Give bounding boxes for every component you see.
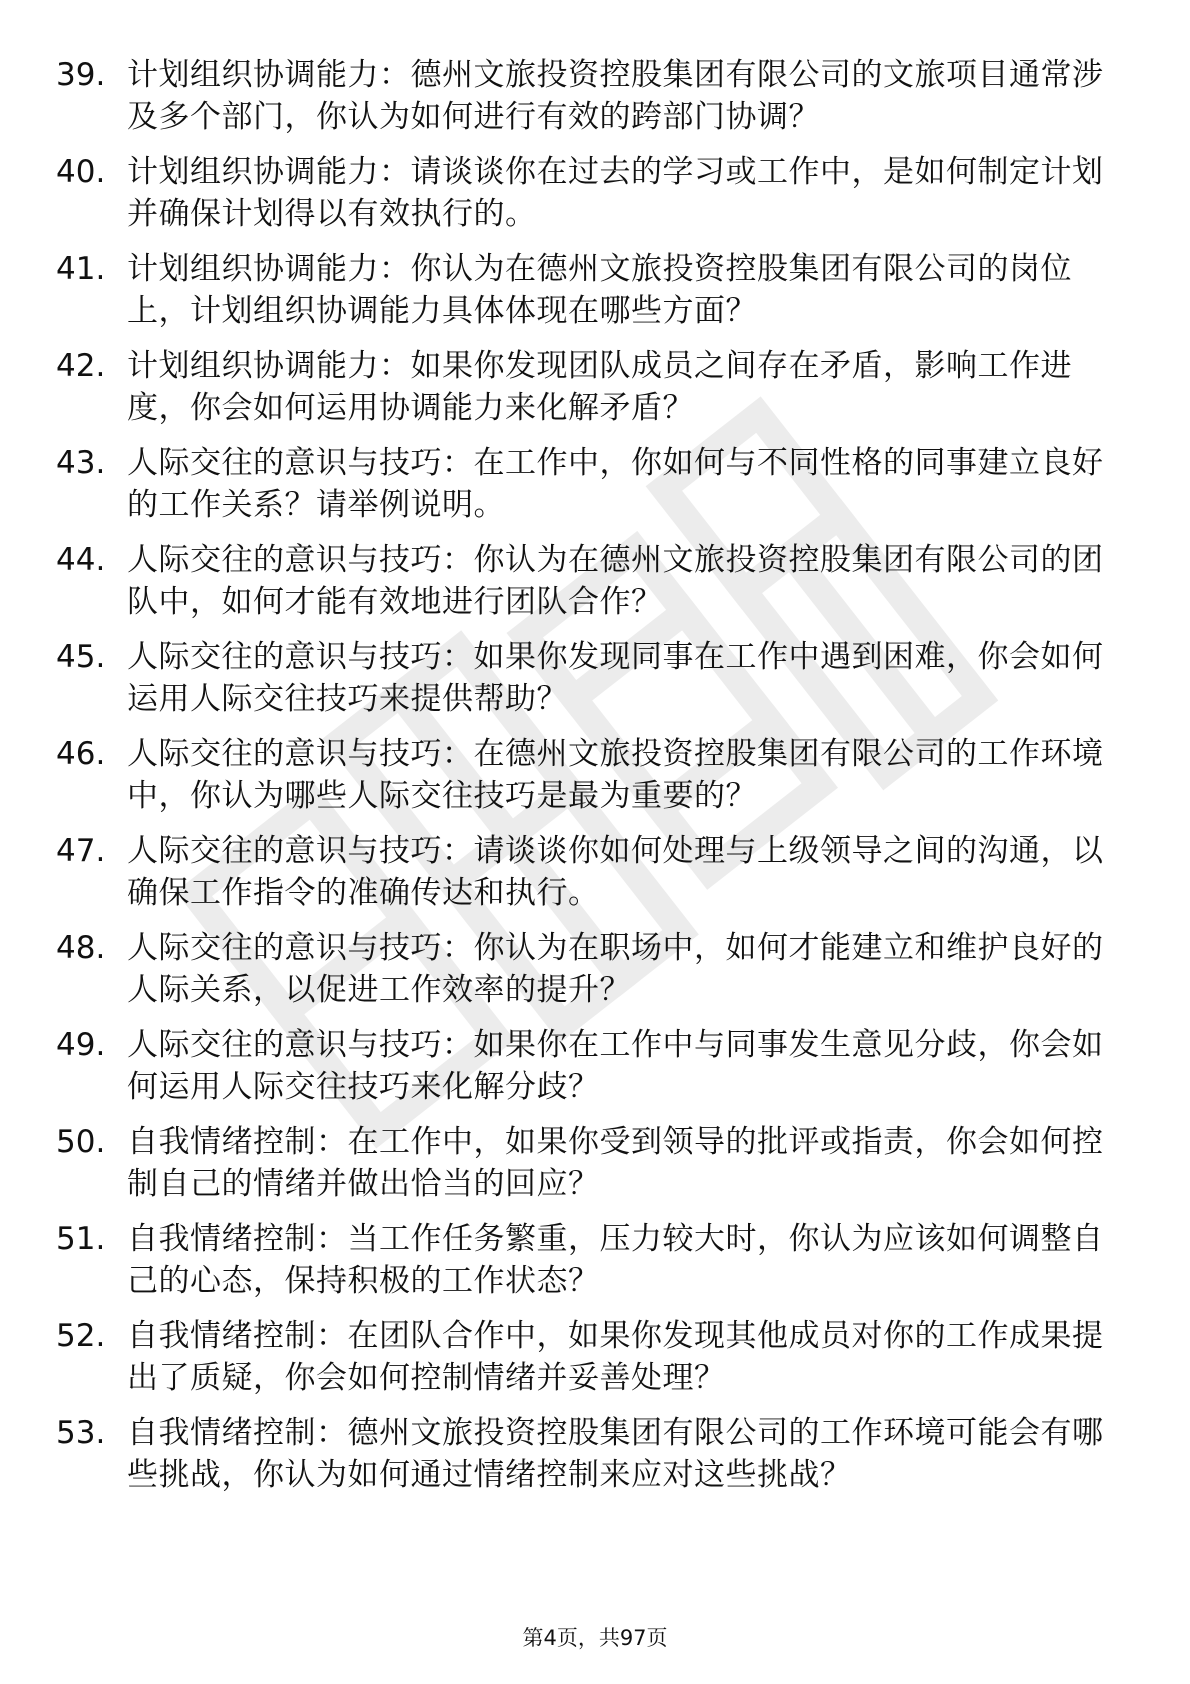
question-text: 人际交往的意识与技巧：在德州文旅投资控股集团有限公司的工作环境中，你认为哪些人际交往技巧是最为重要的？ [127,736,1104,814]
question-item-41 [0,242,1190,339]
question-item-42 [0,339,1190,436]
question-number: 45. [56,639,106,675]
question-number: 52. [56,1318,106,1354]
question-text: 计划组织协调能力：你认为在德州文旅投资控股集团有限公司的岗位上，计划组织协调能力具体体现在哪些方面？ [127,251,1072,329]
question-number: 48. [56,930,106,966]
question-number: 42. [56,348,106,384]
question-item-45 [0,630,1190,727]
question-text: 人际交往的意识与技巧：在工作中，你如何与不同性格的同事建立良好的工作关系？请举例说明。 [127,445,1104,523]
question-text: 计划组织协调能力：德州文旅投资控股集团有限公司的文旅项目通常涉及多个部门，你认为如何进行有效的跨部门协调？ [127,57,1104,135]
question-item-40 [0,145,1190,242]
question-number: 39. [56,57,106,93]
question-item-39 [0,48,1190,145]
question-text: 自我情绪控制：在工作中，如果你受到领导的批评或指责，你会如何控制自己的情绪并做出恰当的回应？ [127,1124,1104,1202]
question-text: 自我情绪控制：当工作任务繁重，压力较大时，你认为应该如何调整自己的心态，保持积极的工作状态？ [127,1221,1104,1299]
question-item-49 [0,1018,1190,1115]
question-item-53 [0,1406,1190,1503]
question-text: 人际交往的意识与技巧：你认为在职场中，如何才能建立和维护良好的人际关系，以促进工作效率的提升？ [127,930,1104,1008]
question-text: 人际交往的意识与技巧：如果你在工作中与同事发生意见分歧，你会如何运用人际交往技巧来化解分歧？ [127,1027,1104,1105]
question-number: 50. [56,1124,106,1160]
page-footer [0,1624,1190,1652]
question-text: 自我情绪控制：在团队合作中，如果你发现其他成员对你的工作成果提出了质疑，你会如何控制情绪并妥善处理？ [127,1318,1104,1396]
question-item-47 [0,824,1190,921]
question-item-43 [0,436,1190,533]
question-text: 计划组织协调能力：请谈谈你在过去的学习或工作中，是如何制定计划并确保计划得以有效执行的。 [127,154,1104,232]
question-number: 49. [56,1027,106,1063]
question-text: 人际交往的意识与技巧：请谈谈你如何处理与上级领导之间的沟通，以确保工作指令的准确传达和执行。 [127,833,1104,911]
question-list [0,48,1190,1503]
question-item-44 [0,533,1190,630]
question-item-52 [0,1309,1190,1406]
question-number: 43. [56,445,106,481]
question-number: 44. [56,542,106,578]
question-number: 46. [56,736,106,772]
question-item-50 [0,1115,1190,1212]
question-item-46 [0,727,1190,824]
question-number: 51. [56,1221,106,1257]
question-number: 40. [56,154,106,190]
question-text: 计划组织协调能力：如果你发现团队成员之间存在矛盾，影响工作进度，你会如何运用协调能力来化解矛盾？ [127,348,1072,426]
question-text: 人际交往的意识与技巧：你认为在德州文旅投资控股集团有限公司的团队中，如何才能有效地进行团队合作？ [127,542,1104,620]
question-text: 自我情绪控制：德州文旅投资控股集团有限公司的工作环境可能会有哪些挑战，你认为如何通过情绪控制来应对这些挑战？ [127,1415,1104,1493]
question-text: 人际交往的意识与技巧：如果你发现同事在工作中遇到困难，你会如何运用人际交往技巧来提供帮助？ [127,639,1104,717]
question-item-51 [0,1212,1190,1309]
question-number: 47. [56,833,106,869]
question-item-48 [0,921,1190,1018]
question-number: 41. [56,251,106,287]
question-number: 53. [56,1415,106,1451]
page-number-label: 第4页，共97页 [522,1626,668,1650]
